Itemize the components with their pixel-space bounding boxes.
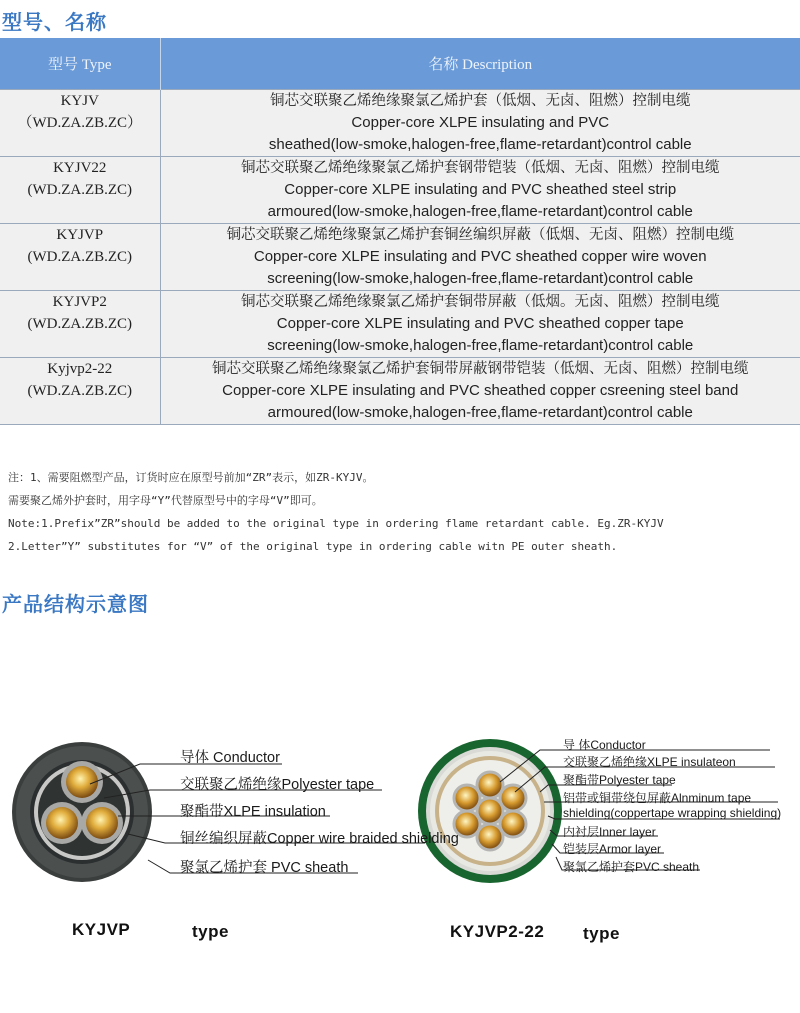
table-row xyxy=(0,224,800,291)
kyjvp-label-conductor: 导体 Conductor xyxy=(180,750,280,766)
kyjvp-label-tape: 聚酯带XLPE insulation xyxy=(180,804,326,820)
kyjvp-label-insulation: 交联聚乙烯绝缘Polyester tape xyxy=(180,777,375,793)
kyjvp2-22-label-armor: 铠装层Armor layer xyxy=(563,842,662,856)
description-en-2: armoured(low-smoke,halogen-free,flame-retardant)control cable xyxy=(267,404,693,421)
type-code: KYJVP xyxy=(56,227,104,243)
note-line: 注：1、需要阻燃型产品，订货时应在原型号前加“ZR”表示，如ZR-KYJV。 xyxy=(8,471,374,484)
description-cell xyxy=(160,157,800,224)
kyjvp2-22-label-conductor: 导 体Conductor xyxy=(563,738,646,752)
cable-structure-diagram xyxy=(0,712,800,972)
kyjvp-model-label: KYJVP xyxy=(72,920,131,939)
description-en-2: sheathed(low-smoke,halogen-free,flame-retardant)control cable xyxy=(268,136,692,153)
kyjvp2-22-type-label: type xyxy=(583,924,620,943)
kyjvp2-22-label-tape: 聚酯带Polyester tape xyxy=(563,773,676,787)
type-description-table xyxy=(0,38,800,425)
description-en-1: Copper-core XLPE insulating and PVC sheathed copper tape xyxy=(276,315,684,332)
description-en-2: armoured(low-smoke,halogen-free,flame-retardant)control cable xyxy=(267,203,693,220)
table-row xyxy=(0,291,800,358)
description-cn: 铜芯交联聚乙烯绝缘聚氯乙烯护套铜带屏蔽钢带铠装（低烟、无卤、阻燃）控制电缆 xyxy=(212,361,749,377)
description-en-1: Copper-core XLPE insulating and PVC sheathed copper wire woven xyxy=(253,248,707,265)
type-code: KYJVP2 xyxy=(52,294,107,310)
type-suffix: (WD.ZA.ZB.ZC) xyxy=(27,249,133,265)
description-cell xyxy=(160,90,800,157)
description-en-1: Copper-core XLPE insulating and PVC sheathed copper csreening steel band xyxy=(222,382,739,399)
description-cell xyxy=(160,291,800,358)
note-line: 需要聚乙烯外护套时，用字母“Y”代替原型号中的字母“V”即可。 xyxy=(8,494,323,507)
kyjvp2-22-label-inner-layer: 内衬层Inner layer xyxy=(563,825,656,839)
section-title-structure: 产品结构示意图 xyxy=(2,592,149,616)
section-title-type-name: 型号、名称 xyxy=(2,10,107,34)
description-en-1: Copper-core XLPE insulating and PVC sheathed steel strip xyxy=(284,181,677,198)
description-cn: 铜芯交联聚乙烯绝缘聚氯乙烯护套铜丝编织屏蔽（低烟、无卤、阻燃）控制电缆 xyxy=(226,227,734,243)
type-cell xyxy=(0,224,160,291)
table-row xyxy=(0,90,800,157)
description-cn: 铜芯交联聚乙烯绝缘聚氯乙烯护套铜带屏蔽（低烟。无卤、阻燃）控制电缆 xyxy=(241,294,720,310)
kyjvp2-22-model-label: KYJVP2-22 xyxy=(450,922,545,941)
table-row xyxy=(0,157,800,224)
kyjvp-label-sheath: 聚氯乙烯护套 PVC sheath xyxy=(180,860,349,876)
note-line: 2.Letter”Y” substitutes for “V” of the original type in ordering cable witn PE outer sheath. xyxy=(8,540,618,553)
table-row xyxy=(0,358,800,425)
description-en-2: screening(low-smoke,halogen-free,flame-retardant)control cable xyxy=(267,270,694,287)
type-suffix: (WD.ZA.ZB.ZC) xyxy=(27,316,133,332)
table-header-row xyxy=(0,38,800,90)
type-suffix: (WD.ZA.ZB.ZC) xyxy=(27,383,133,399)
type-cell xyxy=(0,90,160,157)
type-suffix: (WD.ZA.ZB.ZC) xyxy=(27,182,133,198)
type-cell xyxy=(0,291,160,358)
description-cn: 铜芯交联聚乙烯绝缘聚氯乙烯护套（低烟、无卤、阻燃）控制电缆 xyxy=(270,93,691,109)
description-cell xyxy=(160,224,800,291)
description-en-2: screening(low-smoke,halogen-free,flame-retardant)control cable xyxy=(267,337,694,354)
ordering-notes xyxy=(8,466,664,558)
kyjvp2-22-label-shielding: 铝带或铜带绕包屏蔽Alnminum tape xyxy=(563,791,752,805)
type-code: KYJV xyxy=(60,93,99,109)
kyjvp-type-label: type xyxy=(192,922,229,941)
kyjvp2-22-label-insulation: 交联聚乙烯绝缘XLPE insulateon xyxy=(563,755,736,769)
kyjvp-label-shielding: 铜丝编织屏蔽Copper wire braided shielding xyxy=(180,831,459,847)
description-cn: 铜芯交联聚乙烯绝缘聚氯乙烯护套钢带铠装（低烟、无卤、阻燃）控制电缆 xyxy=(241,160,720,176)
type-code: Kyjvp2-22 xyxy=(47,361,113,377)
header-type: 型号 Type xyxy=(0,38,160,90)
note-line: Note:1.Prefix”ZR”should be added to the original type in ordering flame retardant cable. Eg.ZR-KYJV xyxy=(8,517,664,530)
kyjvp2-22-label-shielding-2: shielding(coppertape wrapping shielding) xyxy=(563,806,782,820)
kyjvp2-22-cross-section xyxy=(418,739,562,883)
kyjvp2-22-label-sheath: 聚氯乙烯护套PVC sheath xyxy=(563,860,700,874)
description-cell xyxy=(160,358,800,425)
type-code: KYJV22 xyxy=(53,160,107,176)
header-description: 名称 Description xyxy=(160,38,800,90)
type-suffix: （WD.ZA.ZB.ZC） xyxy=(17,115,143,131)
kyjvp-cross-section xyxy=(12,742,152,882)
description-en-1: Copper-core XLPE insulating and PVC xyxy=(351,114,610,131)
type-cell xyxy=(0,358,160,425)
type-cell xyxy=(0,157,160,224)
